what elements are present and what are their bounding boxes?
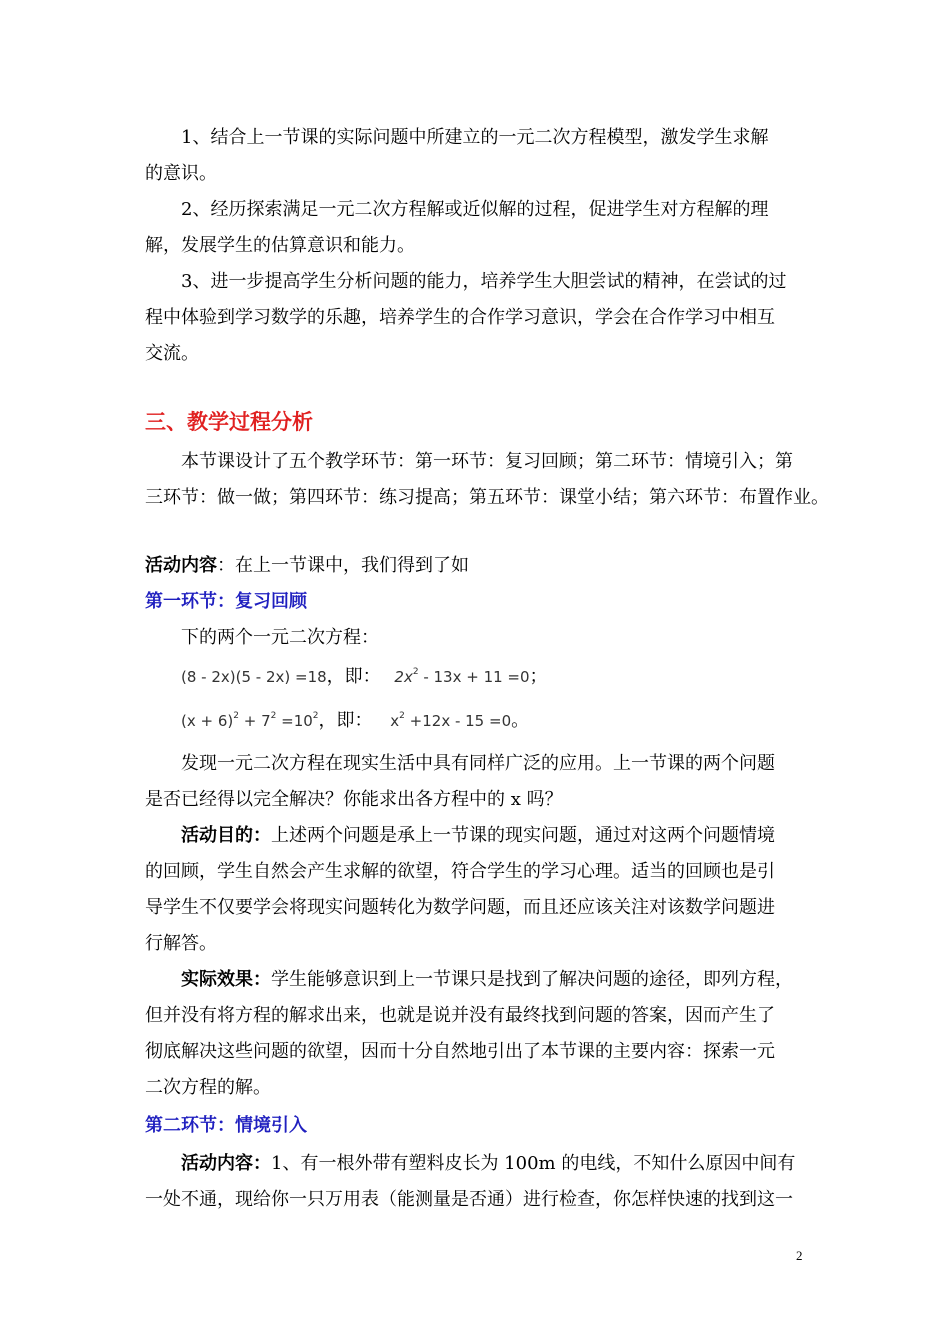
objective-2-line-2: 解，发展学生的估算意识和能力。 <box>145 235 415 256</box>
objective-1-line-1: 1、结合上一节课的实际问题中所建立的一元二次方程模型，激发学生求解 <box>181 127 769 148</box>
section-heading: 三、教学过程分析 <box>145 409 313 434</box>
step2-line-2: 一处不通，现给你一只万用表（能测量是否通）进行检查，你怎样快速的找到这一 <box>145 1189 793 1210</box>
equation-2-separator: ，即： <box>318 710 373 731</box>
step1-activity <box>145 554 469 578</box>
equation-1-end: ； <box>529 666 548 687</box>
step1-purpose-line-4: 行解答。 <box>145 933 217 954</box>
step2-title: 第二环节：情境引入 <box>145 1115 307 1136</box>
step1-find-line-1: 发现一元二次方程在现实生活中具有同样广泛的应用。上一节课的两个问题 <box>181 753 775 774</box>
section-intro-line-2: 三环节：做一做；第四环节：练习提高；第五环节：课堂小结；第六环节：布置作业。 <box>145 487 829 508</box>
page-number: 2 <box>796 1248 803 1263</box>
step1-title: 第一环节：复习回顾 <box>145 591 307 612</box>
equation-2-end: 。 <box>511 710 530 731</box>
equation-2-right: $x^2 +12x - 15 =0$ <box>390 711 512 730</box>
objective-3-line-1: 3、进一步提高学生分析问题的能力，培养学生大胆尝试的精神，在尝试的过 <box>181 271 787 292</box>
equation-2-left: $(x + 6)^2 + 7^2 =10^2$ <box>181 711 319 730</box>
step2-activity-label: 活动内容： <box>181 1153 271 1174</box>
step1-effect-line-3: 彻底解决这些问题的欲望，因而十分自然地引出了本节课的主要内容：探索一元 <box>145 1041 775 1062</box>
step1-purpose-label: 活动目的： <box>181 825 271 846</box>
step1-purpose-line-2: 的回顾，学生自然会产生求解的欲望，符合学生的学习心理。适当的回顾也是引 <box>145 861 775 882</box>
equation-1-left: (8 - 2x)(5 - 2x) =18 <box>181 668 327 686</box>
equation-1-right: $2x^2 - 13x + 11 =0$ <box>394 667 530 686</box>
step1-activity-text: ：在上一节课中，我们得到了如 <box>217 555 469 576</box>
step1-activity-label: 活动内容 <box>145 555 217 576</box>
step1-lead: 下的两个一元二次方程： <box>181 627 379 648</box>
step1-purpose-line-1: 活动目的：上述两个问题是承上一节课的现实问题，通过对这两个问题情境 <box>181 825 775 846</box>
step1-effect-line-1: 实际效果：学生能够意识到上一节课只是找到了解决问题的途径，即列方程， <box>181 969 793 990</box>
step1-find-line-2: 是否已经得以完全解决？你能求出各方程中的 x 吗？ <box>145 789 563 810</box>
equation-1-separator: ，即： <box>326 666 381 687</box>
section-intro-line-1: 本节课设计了五个教学环节：第一环节：复习回顾；第二环节：情境引入；第 <box>181 451 793 472</box>
step1-effect-line-2: 但并没有将方程的解求出来，也就是说并没有最终找到问题的答案，因而产生了 <box>145 1005 775 1026</box>
equation-1 <box>181 660 548 689</box>
objective-2-line-1: 2、经历探索满足一元二次方程解或近似解的过程，促进学生对方程解的理 <box>181 199 769 220</box>
objective-1-line-2: 的意识。 <box>145 163 217 184</box>
step1-purpose-line-3: 导学生不仅要学会将现实问题转化为数学问题，而且还应该关注对该数学问题进 <box>145 897 775 918</box>
objective-3-line-2: 程中体验到学习数学的乐趣，培养学生的合作学习意识，学会在合作学习中相互 <box>145 307 775 328</box>
step1-effect-label: 实际效果： <box>181 969 271 990</box>
step1-effect-line-4: 二次方程的解。 <box>145 1077 271 1098</box>
step2-line-1: 活动内容：1、有一根外带有塑料皮长为 100m 的电线，不知什么原因中间有 <box>181 1153 796 1174</box>
objective-3-line-3: 交流。 <box>145 343 199 364</box>
equation-2 <box>181 704 529 733</box>
